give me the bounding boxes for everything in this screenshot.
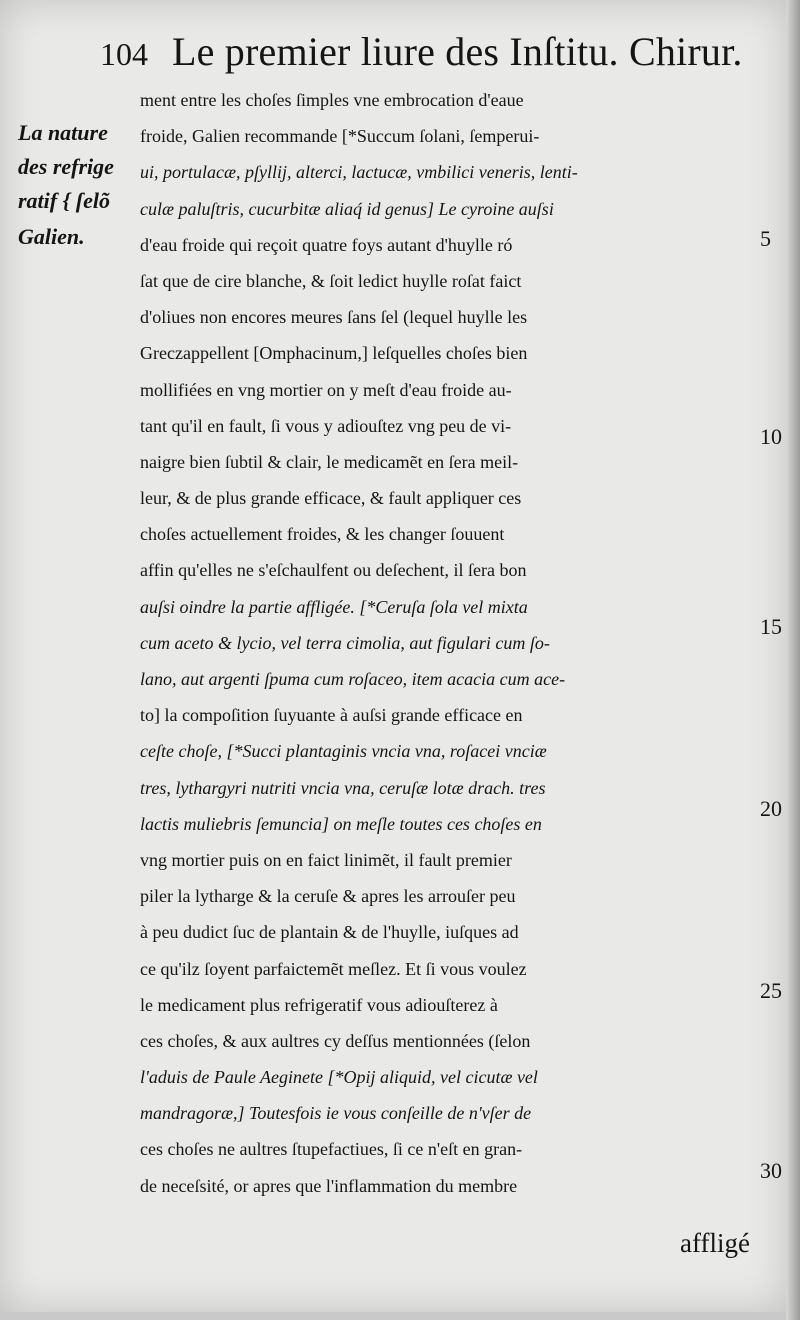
- line-number-25: 25: [760, 978, 782, 1003]
- text-line: choſes actuellement froides, & les changer ſouuent: [140, 524, 505, 545]
- text-line: leur, & de plus grande efficace, & fault appliquer ces: [140, 488, 522, 509]
- text-line: cum aceto & lycio, vel terra cimolia, aut figulari cum ſo-: [140, 632, 550, 653]
- text-line: ces choſes ne aultres ſtupefactiues, ſi ce n'eſt en gran-: [140, 1139, 523, 1160]
- text-line: lano, aut argenti ſpuma cum roſaceo, item acacia cum ace-: [140, 669, 566, 689]
- catchword: affligé: [680, 1228, 750, 1258]
- text-line: ſat que de cire blanche, & ſoit ledict huylle roſat faict: [140, 270, 522, 291]
- text-line: tant qu'il en fault, ſi vous y adiouſtez vng peu de vi-: [140, 415, 512, 436]
- line-number-15: 15: [760, 614, 782, 639]
- text-line: naigre bien ſubtil & clair, le medicamẽt en ſera meil-: [140, 451, 519, 472]
- text-line: affin qu'elles ne s'eſchaulfent ou deſechent, il ſera bon: [140, 560, 527, 581]
- text-line: d'oliues non encores meures ſans ſel (lequel huylle les: [140, 307, 528, 328]
- text-line: mollifiées en vng mortier on y meſt d'eau froide au-: [140, 379, 512, 400]
- margin-note-2: des refrige: [18, 154, 114, 179]
- text-line: à peu dudict ſuc de plantain & de l'huylle, iuſques ad: [140, 922, 519, 943]
- text-line: culæ paluſtris, cucurbitæ aliaq́ id genus] Le cyroine auſsi: [140, 198, 554, 219]
- running-title: Le premier liure des Inſtitu. Chirur.: [172, 29, 743, 74]
- text-line: piler la lytharge & la ceruſe & apres les arrouſer peu: [140, 886, 516, 907]
- text-line: froide, Galien recommande [*Succum ſolani, ſemperui-: [140, 126, 540, 147]
- text-line: ceſte choſe, [*Succi plantaginis vncia vna, roſacei vnciæ: [140, 741, 547, 762]
- text-line: ment entre les choſes ſimples vne embrocation d'eaue: [140, 90, 524, 110]
- text-line: vng mortier puis on en faict linimẽt, il fault premier: [140, 849, 512, 870]
- margin-note-1: La nature: [18, 120, 108, 145]
- text-line: to] la compoſition ſuyuante à auſsi grande efficace en: [140, 705, 523, 726]
- line-number-30: 30: [760, 1158, 782, 1183]
- text-line: mandragoræ,] Toutesfois ie vous conſeille de n'vſer de: [140, 1103, 532, 1124]
- page-number: 104: [100, 36, 148, 72]
- text-line: tres, lythargyri nutriti vncia vna, ceruſæ lotæ drach. tres: [140, 777, 546, 798]
- text-line: ce qu'ilz ſoyent parfaictemẽt meſlez. Et ſi vous voulez: [140, 958, 527, 979]
- line-number-10: 10: [760, 424, 782, 449]
- page-header: [100, 28, 760, 78]
- text-line: auſsi oindre la partie affligée. [*Ceruſa ſola vel mixta: [140, 596, 528, 617]
- text-line: ces choſes, & aux aultres cy deſſus mentionnées (ſelon: [140, 1030, 531, 1051]
- line-number-20: 20: [760, 796, 782, 821]
- text-line: l'aduis de Paule Aeginete [*Opij aliquid, vel cicutæ vel: [140, 1067, 538, 1088]
- line-number-5: 5: [760, 226, 771, 251]
- text-line: Greczappellent [Omphacinum,] leſquelles choſes bien: [140, 343, 528, 364]
- page-edge: [786, 0, 800, 1320]
- text-line: lactis muliebris ſemuncia] on meſle toutes ces choſes en: [140, 813, 542, 834]
- margin-note-4: Galien.: [18, 224, 85, 249]
- text-line: d'eau froide qui reçoit quatre foys autant d'huylle ró: [140, 234, 513, 255]
- margin-note-3: ratif { ſelõ: [18, 188, 110, 213]
- body-text: [140, 82, 765, 1204]
- text-line: de neceſsité, or apres que l'inflammation du membre: [140, 1175, 518, 1196]
- text-line: ui, portulacæ, pſyllij, alterci, lactucæ, vmbilici veneris, lenti-: [140, 162, 578, 183]
- text-line: le medicament plus refrigeratif vous adiouſterez à: [140, 994, 498, 1015]
